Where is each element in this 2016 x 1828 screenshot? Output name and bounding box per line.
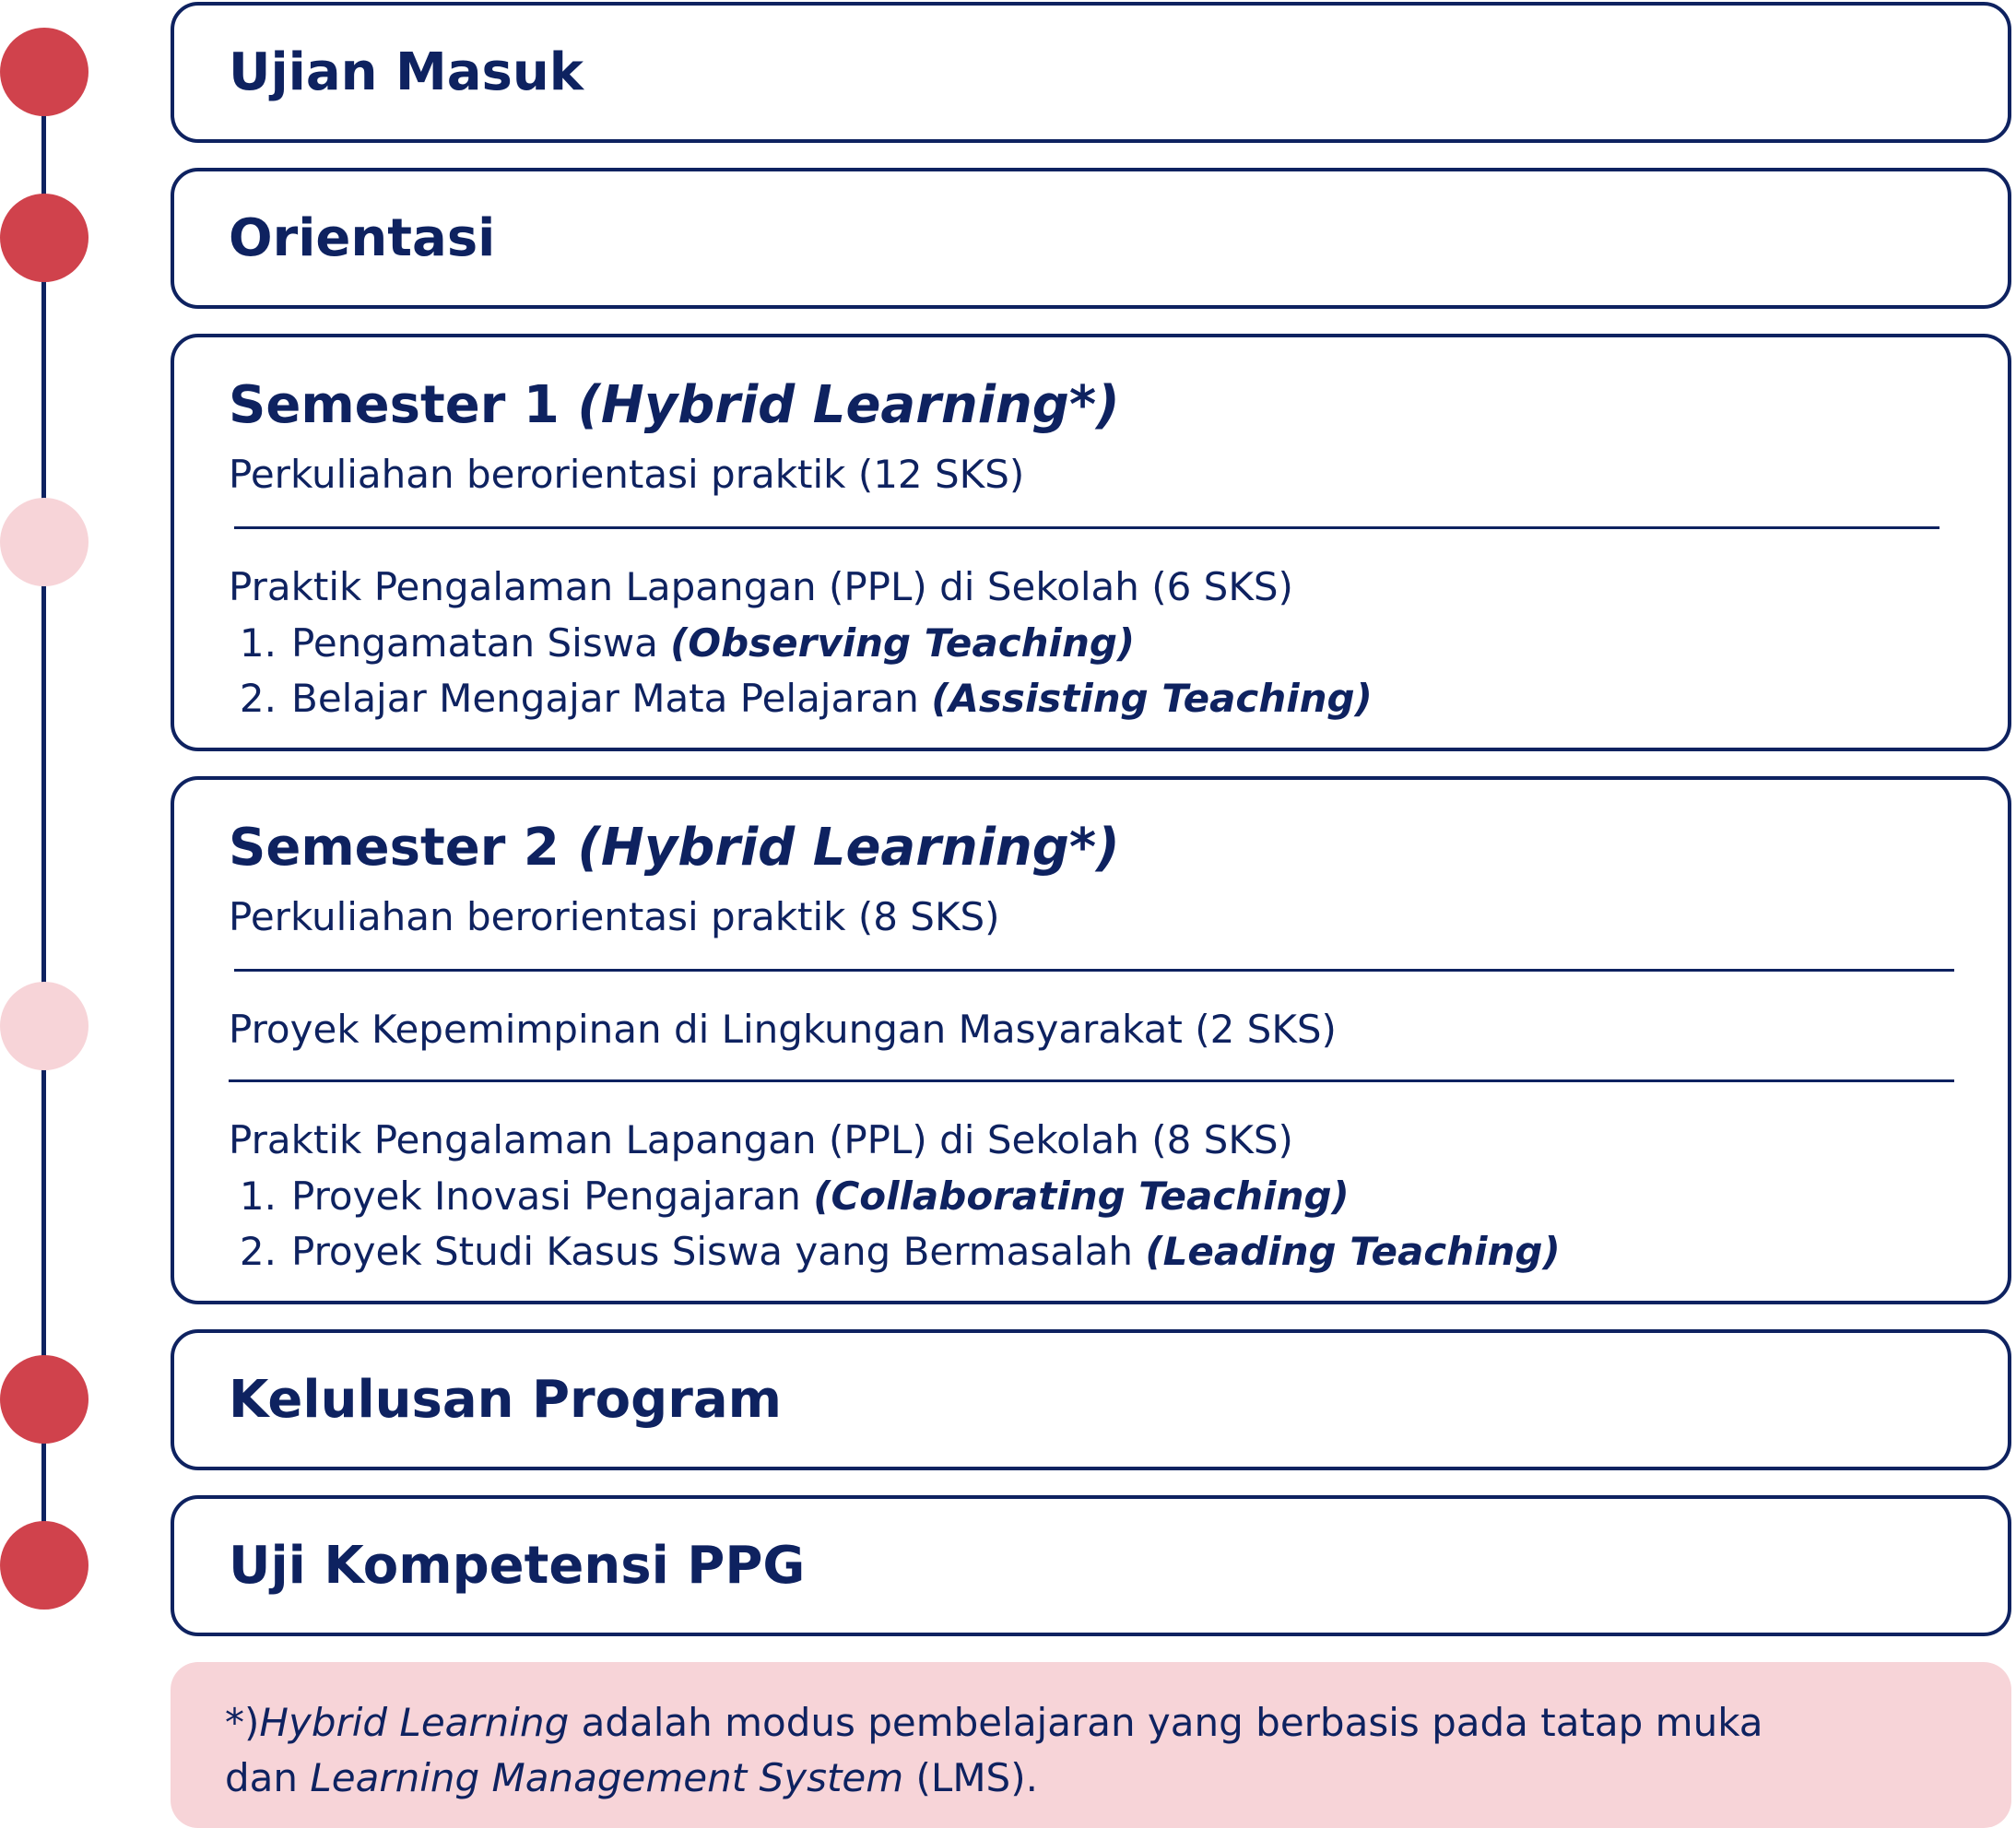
list-item: 1. Pengamatan Siswa (Observing Teaching)	[239, 620, 1136, 666]
step-card-semester-2	[171, 776, 2011, 1304]
step-card-uji-kompetensi	[171, 1495, 2011, 1636]
divider	[234, 969, 1954, 972]
step-title: Uji Kompetensi PPG	[229, 1535, 806, 1596]
timeline-line	[41, 72, 46, 1567]
timeline-dot-semester-1	[0, 498, 88, 586]
step-card-semester-1	[171, 334, 2011, 751]
project-text: Proyek Kepemimpinan di Lingkungan Masyarakat (2 SKS)	[229, 1007, 1337, 1052]
list-item: 2. Proyek Studi Kasus Siswa yang Bermasalah (Leading Teaching)	[239, 1229, 1561, 1274]
step-card-ujian-masuk	[171, 2, 2011, 143]
timeline-dot-kelulusan	[0, 1355, 88, 1444]
list-item: 1. Proyek Inovasi Pengajaran (Collaborating Teaching)	[239, 1173, 1350, 1219]
footnote-box	[171, 1662, 2011, 1828]
step-subtitle: Perkuliahan berorientasi praktik (8 SKS)	[229, 894, 1000, 939]
step-title-italic: (Hybrid Learning*)	[577, 818, 1120, 878]
step-title: Semester 2 (Hybrid Learning*)	[229, 818, 1120, 878]
ppl-list	[229, 1169, 1561, 1280]
divider	[234, 526, 1939, 529]
footnote-line-2: dan Learning Management System (LMS).	[225, 1755, 1038, 1800]
step-title: Semester 1 (Hybrid Learning*)	[229, 375, 1120, 435]
timeline-dot-orientasi	[0, 194, 88, 282]
step-subtitle: Perkuliahan berorientasi praktik (12 SKS)	[229, 452, 1025, 497]
timeline-dot-semester-2	[0, 982, 88, 1070]
ppl-heading: Praktik Pengalaman Lapangan (PPL) di Sekolah (6 SKS)	[229, 564, 1293, 609]
step-title: Kelulusan Program	[229, 1369, 782, 1430]
ppl-list	[229, 616, 1373, 726]
timeline-dot-uji-kompetensi	[0, 1521, 88, 1610]
step-card-kelulusan	[171, 1329, 2011, 1470]
list-item: 2. Belajar Mengajar Mata Pelajaran (Assisting Teaching)	[239, 676, 1373, 721]
timeline-dot-ujian-masuk	[0, 28, 88, 116]
step-title: Ujian Masuk	[229, 41, 584, 102]
footnote-line-1: *)Hybrid Learning adalah modus pembelajaran yang berbasis pada tatap muka	[225, 1700, 1763, 1745]
step-title-italic: (Hybrid Learning*)	[577, 375, 1120, 435]
divider	[229, 1079, 1954, 1082]
step-title: Orientasi	[229, 207, 496, 268]
ppl-heading: Praktik Pengalaman Lapangan (PPL) di Sekolah (8 SKS)	[229, 1117, 1293, 1162]
step-card-orientasi	[171, 168, 2011, 309]
